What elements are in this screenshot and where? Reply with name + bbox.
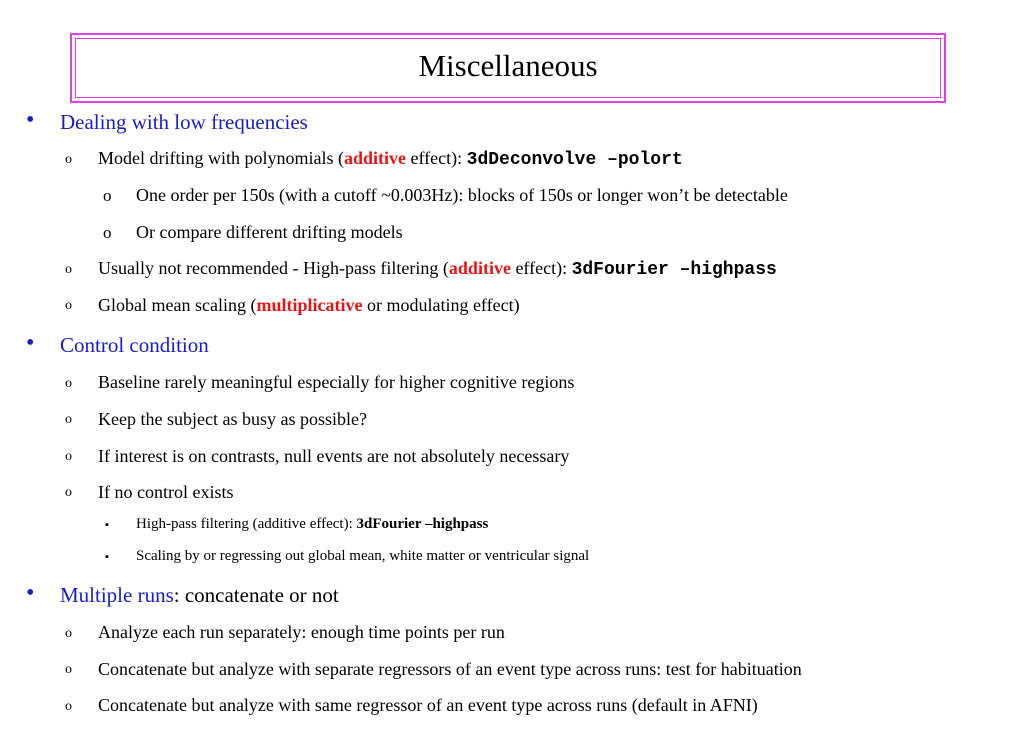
list-item: Concatenate but analyze with separate regressors of an event type across runs: test for habituation xyxy=(98,659,802,679)
section-heading-control-condition: Control condition xyxy=(60,333,209,357)
list-item: If interest is on contrasts, null events are not absolutely necessary xyxy=(98,446,570,466)
list-item: Keep the subject as busy as possible? xyxy=(98,409,367,429)
title-inner-frame xyxy=(75,38,941,98)
list-item: Or compare different drifting models xyxy=(136,222,403,242)
section-heading-multiple-runs: Multiple runs: concatenate or not xyxy=(60,583,339,607)
list-item: Usually not recommended - High-pass filtering (additive effect): 3dFourier –highpass xyxy=(98,258,777,280)
list-item: If no control exists xyxy=(98,482,234,502)
circle-bullet-icon: o xyxy=(103,223,112,242)
circle-bullet-icon: o xyxy=(65,152,72,167)
circle-bullet-icon: o xyxy=(65,626,72,641)
bullet-icon: • xyxy=(26,580,35,606)
bullet-icon: • xyxy=(26,107,35,133)
circle-bullet-icon: o xyxy=(103,186,112,205)
circle-bullet-icon: o xyxy=(65,262,72,277)
circle-bullet-icon: o xyxy=(65,376,72,391)
page-title: Miscellaneous xyxy=(418,48,598,83)
list-item: High-pass filtering (additive effect): 3dFourier –highpass xyxy=(136,516,489,532)
list-item: One order per 150s (with a cutoff ~0.003Hz): blocks of 150s or longer won’t be detectable xyxy=(136,185,788,205)
circle-bullet-icon: o xyxy=(65,699,72,714)
section-heading-low-frequencies: Dealing with low frequencies xyxy=(60,110,308,134)
list-item: Baseline rarely meaningful especially for higher cognitive regions xyxy=(98,372,575,392)
bullet-icon: • xyxy=(26,330,35,356)
circle-bullet-icon: o xyxy=(65,449,72,464)
square-bullet-icon: ▪ xyxy=(105,519,109,531)
title-frame xyxy=(70,33,946,103)
circle-bullet-icon: o xyxy=(65,662,72,677)
circle-bullet-icon: o xyxy=(65,412,72,427)
list-item: Analyze each run separately: enough time points per run xyxy=(98,622,505,642)
circle-bullet-icon: o xyxy=(65,298,72,313)
list-item: Scaling by or regressing out global mean, white matter or ventricular signal xyxy=(136,548,590,564)
list-item: Concatenate but analyze with same regressor of an event type across runs (default in AFNI) xyxy=(98,695,758,715)
square-bullet-icon: ▪ xyxy=(105,551,109,563)
list-item: Model drifting with polynomials (additive effect): 3dDeconvolve –polort xyxy=(98,148,683,170)
list-item: Global mean scaling (multiplicative or modulating effect) xyxy=(98,295,520,315)
circle-bullet-icon: o xyxy=(65,485,72,500)
